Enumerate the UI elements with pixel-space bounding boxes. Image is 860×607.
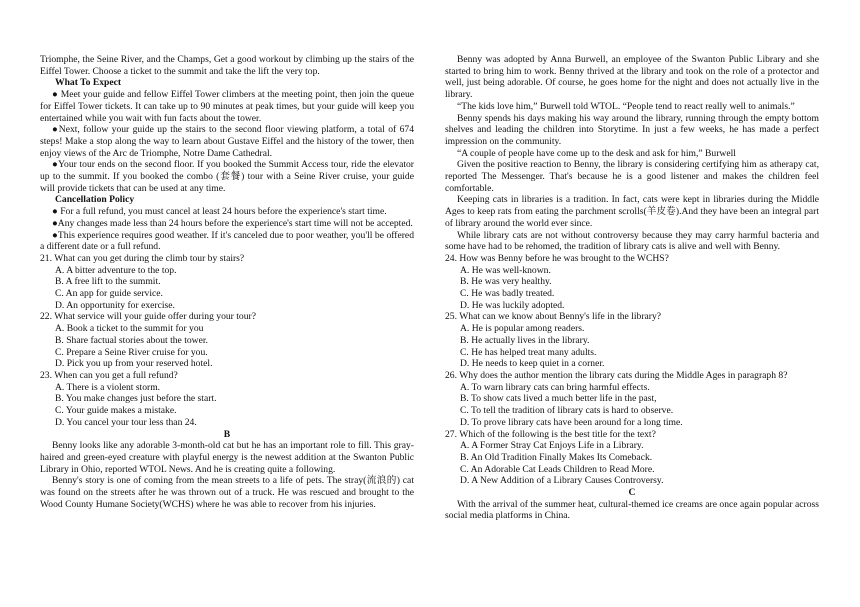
question-21 xyxy=(40,253,414,312)
b-paragraph-5: Benny spends his days making his way around the library, running through the empty bottom shelves and leading the children into Storytime. In just a few weeks, he has made a perfect impression on the community. xyxy=(445,112,819,147)
option-d: D. He needs to keep quiet in a corner. xyxy=(460,358,605,370)
option-a: A. He was well-known. xyxy=(460,264,551,276)
option-d: D. He was luckily adopted. xyxy=(460,299,565,311)
b-paragraph-3: Benny was adopted by Anna Burwell, an employee of the Swanton Public Library and she started to bring him to work. Benny thrived at the library and took on the role of a protector and well, just being adorable. Of course, he goes home for the night and does not actually live in the library. xyxy=(445,54,819,101)
option-b: B. He actually lives in the library. xyxy=(460,334,590,346)
option-d: D. To prove library cats have been around for a long time. xyxy=(460,416,683,428)
b-paragraph-9: While library cats are not without controversy because they may carry harmful bacteria and some have had to be rehomed, the tradition of library cats is alive and well with Benny. xyxy=(445,229,819,253)
section-b-heading: B xyxy=(223,428,231,440)
option-a: A. Book a ticket to the summit for you xyxy=(55,323,204,335)
b-paragraph-1: Benny looks like any adorable 3-month-old cat but he has an important role to fill. This gray-haired and green-eyed creature with playful energy is the newest addition at the Swanton Public Library in Ohio, reported WTOL News. And he is creating quite a following. xyxy=(40,440,414,475)
question-27 xyxy=(445,429,819,488)
what-to-expect-heading: What To Expect xyxy=(55,77,122,89)
option-c: C. He was badly treated. xyxy=(460,288,555,300)
option-c: C. He has helped treat many adults. xyxy=(460,346,597,358)
option-a: A. There is a violent storm. xyxy=(55,381,161,393)
option-b: B. To show cats lived a much better life in the past, xyxy=(460,393,657,405)
option-a: A. He is popular among readers. xyxy=(460,323,585,335)
b-paragraph-6: “A couple of people have come up to the desk and ask for him,” Burwell xyxy=(457,147,736,159)
expect-item-1: ● Meet your guide and fellow Eiffel Tower climbers at the meeting point, then join the queue for Eiffel Tower tickets. It can take up to 90 minutes at peak times, but your guide will keep you entertained while you wait with fun facts about the tower. xyxy=(40,89,414,124)
option-d: D. Pick you up from your reserved hotel. xyxy=(55,358,213,370)
section-c-heading: C xyxy=(628,487,636,499)
question-22 xyxy=(40,311,414,370)
b-paragraph-7: Given the positive reaction to Benny, the library is considering certifying him as atherapy cat, reported The Messenger. That's because he is a good listener and makes the children feel comfortable. xyxy=(445,159,819,194)
cancel-item-1: ● For a full refund, you must cancel at least 24 hours before the experience's start time. xyxy=(52,206,387,218)
b-paragraph-2: Benny's story is one of coming from the mean streets to a life of pets. The stray(流浪的) cat was found on the streets after he was thrown out of a truck. He was rescued and brought to the Wood County Humane Society(WCHS) where he was able to recover from his injuries. xyxy=(40,475,414,510)
option-c: C. An app for guide service. xyxy=(55,288,163,300)
right-column xyxy=(445,54,819,522)
option-d: D. You cancel your tour less than 24. xyxy=(55,416,197,428)
option-c: C. Your guide makes a mistake. xyxy=(55,405,177,417)
cancel-item-2: ●Any changes made less than 24 hours before the experience's start time will not be accepted. xyxy=(52,217,413,229)
option-d: D. A New Addition of a Library Causes Controversy. xyxy=(460,475,664,487)
option-b: B. A free lift to the summit. xyxy=(55,276,161,288)
option-a: A. To warn library cats can bring harmful effects. xyxy=(460,381,650,393)
b-paragraph-4: “The kids love him,” Burwell told WTOL. “People tend to react really well to animals.” xyxy=(457,100,795,112)
intro-paragraph: Triomphe, the Seine River, and the Champs, Get a good workout by climbing up the stairs of the Eiffel Tower. Choose a ticket to the summit and take the lift the very top. xyxy=(40,54,414,77)
option-b: B. You make changes just before the start. xyxy=(55,393,217,405)
option-b: B. An Old Tradition Finally Makes Its Comeback. xyxy=(460,451,653,463)
question-text: 21. What can you get during the climb tour by stairs? xyxy=(40,252,245,264)
question-text: 23. When can you get a full refund? xyxy=(40,369,178,381)
cancel-item-3: ●This experience requires good weather. If it's canceled due to poor weather, you'll be offered a different date or a full refund. xyxy=(40,229,414,253)
question-text: 22. What service will your guide offer during your tour? xyxy=(40,311,256,323)
question-text: 27. Which of the following is the best title for the text? xyxy=(445,428,656,440)
option-a: A. A bitter adventure to the top. xyxy=(55,264,177,276)
question-24 xyxy=(445,253,819,312)
option-c: C. An Adorable Cat Leads Children to Read More. xyxy=(460,463,655,475)
question-text: 26. Why does the author mention the library cats during the Middle Ages in paragraph 8? xyxy=(445,369,788,381)
option-a: A. A Former Stray Cat Enjoys Life in a Library. xyxy=(460,440,644,452)
cancellation-heading: Cancellation Policy xyxy=(55,194,135,206)
left-column xyxy=(40,54,414,510)
question-text: 25. What can we know about Benny's life in the library? xyxy=(445,311,662,323)
b-paragraph-8: Keeping cats in libraries is a tradition. In fact, cats were kept in libraries during the Middle Ages to keep rats from eating the parchment scrolls(羊皮卷).And they have been an integral part of library around the world ever since. xyxy=(445,194,819,229)
option-b: B. Share factual stories about the tower. xyxy=(55,334,208,346)
question-26 xyxy=(445,370,819,429)
question-text: 24. How was Benny before he was brought to the WCHS? xyxy=(445,252,669,264)
expect-item-3: ●Your tour ends on the second floor. If you booked the Summit Access tour, ride the elevator up to the summit. If you booked the combo (套餐) tour with a Seine River cruise, your guide will provide tickets that can be used at any time. xyxy=(40,159,414,194)
expect-item-2: ●Next, follow your guide up the stairs to the second floor viewing platform, a total of 674 steps! Make a stop along the way to learn about Gustave Eiffel and the history of the tower, then enjoy views of the Arc de Triomphe, Notre Dame Cathedral. xyxy=(40,124,414,159)
option-c: C. Prepare a Seine River cruise for you. xyxy=(55,346,208,358)
c-paragraph-1: With the arrival of the summer heat, cultural-themed ice creams are once again popular across social media platforms in China. xyxy=(445,498,819,522)
option-b: B. He was very healthy. xyxy=(460,276,552,288)
question-23 xyxy=(40,370,414,429)
question-25 xyxy=(445,311,819,370)
option-d: D. An opportunity for exercise. xyxy=(55,299,175,311)
option-c: C. To tell the tradition of library cats is hard to observe. xyxy=(460,405,674,417)
